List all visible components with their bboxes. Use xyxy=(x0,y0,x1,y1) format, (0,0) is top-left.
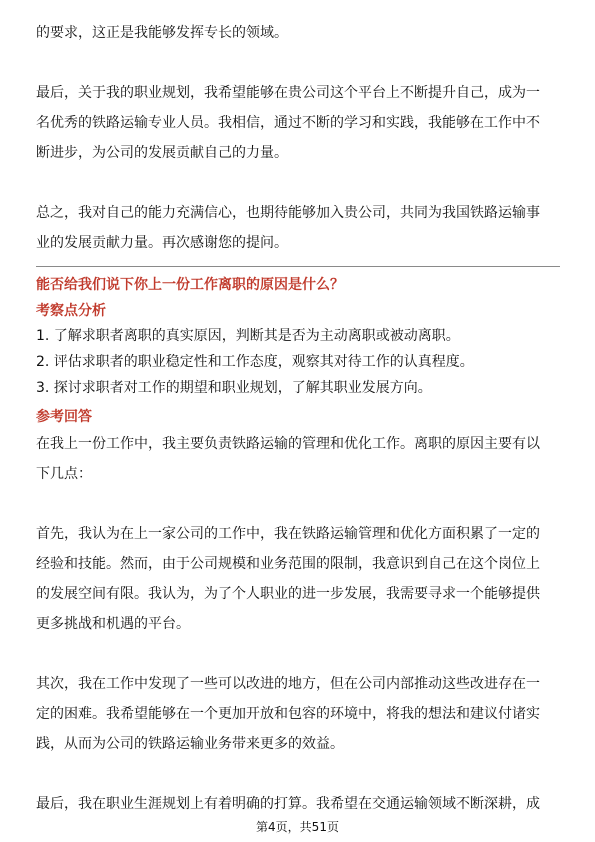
analysis-heading: 考察点分析 xyxy=(36,303,106,319)
answer-last-paragraph xyxy=(36,789,560,819)
text-line: 最后，我在职业生涯规划上有着明确的打算。我希望在交通运输领域不断深耕，成 xyxy=(36,796,540,812)
question-section xyxy=(36,266,560,819)
text-line: 更多挑战和机遇的平台。 xyxy=(36,616,190,632)
document-body xyxy=(36,0,560,819)
answer-second-paragraph xyxy=(36,669,560,759)
text-line: 下几点： xyxy=(36,466,92,482)
analysis-item: 3. 探讨求职者对工作的期望和职业规划，了解其职业发展方向。 xyxy=(36,380,432,396)
analysis-item: 1. 了解求职者离职的真实原因，判断其是否为主动离职或被动离职。 xyxy=(36,328,460,344)
text-line: 定的困难。我希望能够在一个更加开放和包容的环境中，将我的想法和建议付诸实 xyxy=(36,706,540,722)
text-line: 的要求，这正是我能够发挥专长的领域。 xyxy=(36,25,288,41)
page-number: 第4页，共51页 xyxy=(256,820,339,834)
answer-first-paragraph xyxy=(36,519,560,639)
text-line: 最后，关于我的职业规划，我希望能够在贵公司这个平台上不断提升自己，成为一 xyxy=(36,85,540,101)
question-title: 能否给我们说下你上一份工作离职的原因是什么？ xyxy=(36,277,344,293)
summary-paragraph xyxy=(36,198,560,258)
text-line: 践，从而为公司的铁路运输业务带来更多的效益。 xyxy=(36,736,344,752)
career-plan-paragraph xyxy=(36,78,560,168)
text-line: 名优秀的铁路运输专业人员。我相信，通过不断的学习和实践，我能够在工作中不 xyxy=(36,115,540,131)
text-line: 业的发展贡献力量。再次感谢您的提问。 xyxy=(36,235,288,251)
text-line: 断进步，为公司的发展贡献自己的力量。 xyxy=(36,145,288,161)
text-line: 的发展空间有限。我认为，为了个人职业的进一步发展，我需要寻求一个能够提供 xyxy=(36,586,540,602)
text-line: 首先，我认为在上一家公司的工作中，我在铁路运输管理和优化方面积累了一定的 xyxy=(36,526,540,542)
text-line: 总之，我对自己的能力充满信心，也期待能够加入贵公司，共同为我国铁路运输事 xyxy=(36,205,540,221)
text-line: 在我上一份工作中，我主要负责铁路运输的管理和优化工作。离职的原因主要有以 xyxy=(36,436,540,452)
answer-heading: 参考回答 xyxy=(36,409,92,425)
text-line: 经验和技能。然而，由于公司规模和业务范围的限制，我意识到自己在这个岗位上 xyxy=(36,556,540,572)
text-line: 其次，我在工作中发现了一些可以改进的地方，但在公司内部推动这些改进存在一 xyxy=(36,676,540,692)
analysis-item: 2. 评估求职者的职业稳定性和工作态度，观察其对待工作的认真程度。 xyxy=(36,354,474,370)
continuation-paragraph xyxy=(36,18,560,48)
answer-intro-paragraph xyxy=(36,429,560,489)
